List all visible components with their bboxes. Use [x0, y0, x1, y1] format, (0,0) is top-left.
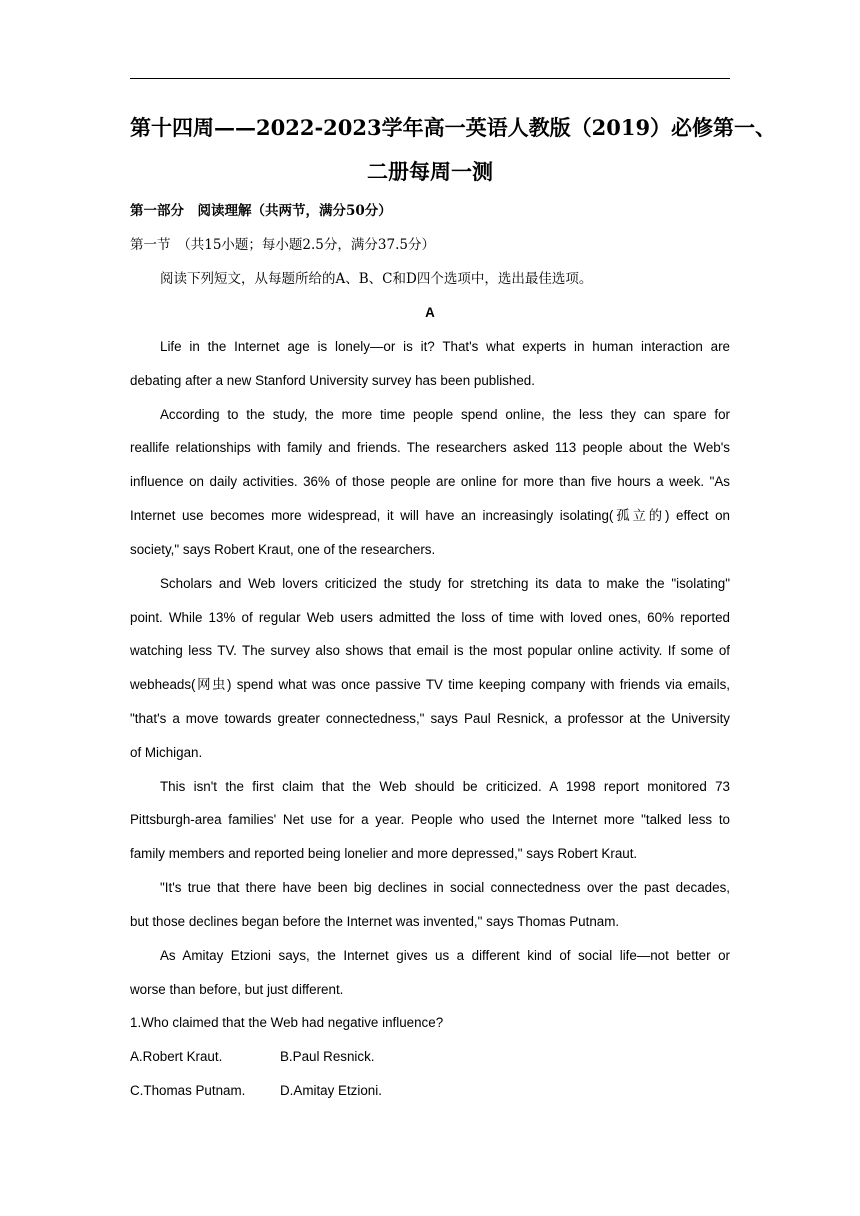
passage-line: "that's a move towards greater connectedness," says Paul Resnick, a professor at the University — [130, 711, 730, 726]
header-rule — [130, 78, 730, 79]
part-heading: 第一部分 阅读理解（共两节，满分50分） — [130, 203, 392, 219]
passage-line: Scholars and Web lovers criticized the study for stretching its data to make the "isolating" — [160, 576, 730, 591]
passage-label: A — [425, 305, 435, 320]
page-title-line-2: 二册每周一测 — [367, 159, 493, 184]
passage-line: Internet use becomes more widespread, it will have an increasingly isolating(孤立的) effect on — [130, 508, 730, 523]
instruction-text: 阅读下列短文，从每题所给的A、B、C和D四个选项中，选出最佳选项。 — [160, 271, 593, 287]
option-b: B.Paul Resnick. — [280, 1049, 375, 1064]
question-stem: 1.Who claimed that the Web had negative influence? — [130, 1015, 444, 1030]
passage-line: point. While 13% of regular Web users admitted the loss of time with loved ones, 60% reported — [130, 610, 730, 625]
option-a: A.Robert Kraut. — [130, 1049, 223, 1064]
passage-line: As Amitay Etzioni says, the Internet gives us a different kind of social life—not better or — [160, 948, 730, 963]
passage-line: worse than before, but just different. — [130, 982, 344, 997]
passage-line: society," says Robert Kraut, one of the researchers. — [130, 542, 436, 557]
passage-line: reallife relationships with family and friends. The researchers asked 113 people about the Web's — [130, 440, 730, 455]
passage-line: influence on daily activities. 36% of those people are online for more than five hours a week. "As — [130, 474, 730, 489]
passage-line: "It's true that there have been big declines in social connectedness over the past decades, — [160, 880, 730, 895]
passage-line: webheads(网虫) spend what was once passive TV time keeping company with friends via emails, — [130, 677, 730, 692]
passage-line: Life in the Internet age is lonely—or is it? That's what experts in human interaction are — [160, 339, 730, 354]
option-c: C.Thomas Putnam. — [130, 1083, 246, 1098]
passage-line: watching less TV. The survey also shows that email is the most popular online activity. If some of — [130, 643, 730, 658]
option-d: D.Amitay Etzioni. — [280, 1083, 382, 1098]
passage-line: debating after a new Stanford University survey has been published. — [130, 373, 535, 388]
passage-line: of Michigan. — [130, 745, 203, 760]
page-title-line-1: 第十四周——2022-2023学年高一英语人教版（2019）必修第一、 — [130, 115, 777, 140]
passage-line: family members and reported being lonelier and more depressed," says Robert Kraut. — [130, 846, 638, 861]
passage-line: but those declines began before the Internet was invented," says Thomas Putnam. — [130, 914, 620, 929]
passage-line: Pittsburgh-area families' Net use for a year. People who used the Internet more "talked less to — [130, 812, 730, 827]
passage-line: According to the study, the more time people spend online, the less they can spare for — [160, 407, 730, 422]
subsection-heading: 第一节 （共15小题；每小题2.5分，满分37.5分） — [130, 237, 435, 253]
passage-line: This isn't the first claim that the Web should be criticized. A 1998 report monitored 73 — [160, 779, 730, 794]
